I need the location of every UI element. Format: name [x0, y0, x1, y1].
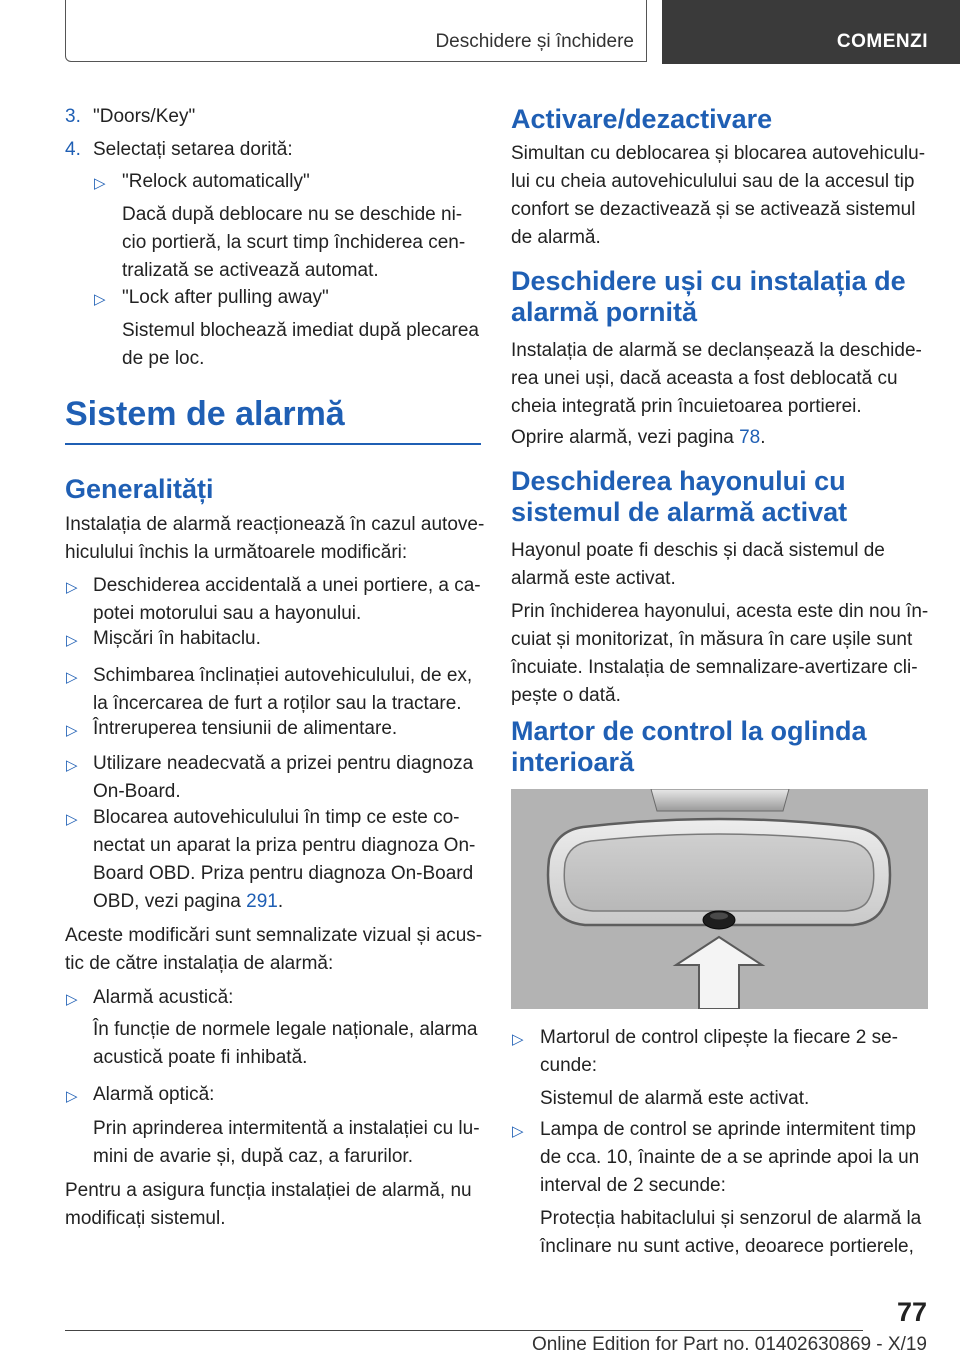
list-item-line: potei motorului sau a hayonului.: [93, 603, 362, 624]
bullet-triangle-icon: ▷: [66, 579, 78, 596]
header-section-title: Deschidere și închidere: [435, 31, 634, 52]
step-text: "Doors/Key": [93, 106, 196, 127]
alarm-label: Alarmă optică:: [93, 1084, 215, 1105]
paragraph-line: lui cu cheia autovehiculului sau de la accesul tip: [511, 171, 915, 192]
paragraph-line: de alarmă.: [511, 227, 601, 248]
paragraph-line: Aceste modificări sunt semnalizate vizual și acus-: [65, 925, 483, 946]
subsection-title: sistemul de alarmă activat: [511, 497, 848, 527]
alarm-desc-line: În funcție de normele legale naționale, alarma: [93, 1019, 478, 1040]
option-desc-line: de pe loc.: [122, 348, 205, 369]
paragraph-line: hiculului închis la următoarele modificări:: [65, 542, 408, 563]
bullet-triangle-icon: ▷: [66, 1088, 78, 1105]
alarm-desc-line: acustică poate fi inhibată.: [93, 1047, 308, 1068]
section-divider: [65, 443, 481, 445]
indicator-label-line: interval de 2 secunde:: [540, 1175, 726, 1196]
paragraph-line: Simultan cu deblocarea și blocarea autovehiculu-: [511, 143, 926, 164]
page-link[interactable]: 291: [246, 891, 278, 912]
subsection-title: Martor de control la oglinda: [511, 716, 867, 746]
subsection-title: Generalități: [65, 474, 214, 504]
edition-note: Online Edition for Part no. 01402630869 - X/19: [531, 1334, 927, 1355]
indicator-label-line: Lampa de control se aprinde intermitent timp: [540, 1119, 916, 1140]
bullet-triangle-icon: ▷: [66, 669, 78, 686]
option-desc-line: cio portieră, la scurt timp închiderea cen-: [122, 232, 466, 253]
rearview-mirror-illustration: [511, 789, 928, 1009]
list-item-line: On-Board.: [93, 781, 181, 802]
paragraph-line: Instalația de alarmă reacționează în cazul autove-: [65, 514, 485, 535]
list-item-line: Board OBD. Priza pentru diagnoza On-Board: [93, 863, 474, 884]
bullet-triangle-icon: ▷: [66, 632, 78, 649]
header-chapter-box: [662, 0, 960, 64]
section-title: Sistem de alarmă: [65, 395, 345, 433]
paragraph-line: Pentru a asigura funcția instalației de alarmă, nu: [65, 1180, 472, 1201]
bullet-triangle-icon: ▷: [66, 757, 78, 774]
indicator-desc-line: înclinare nu sunt active, deoarece portierele,: [540, 1236, 914, 1257]
bullet-triangle-icon: ▷: [66, 811, 78, 828]
paragraph-line: alarmă este activat.: [511, 568, 676, 589]
header-chapter-title: COMENZI: [836, 31, 928, 52]
indicator-label-line: Martorul de control clipește la fiecare 2 se-: [540, 1027, 898, 1048]
paragraph-line: tic de către instalația de alarmă:: [65, 953, 334, 974]
header-section-tab: [65, 0, 647, 62]
paragraph-line: Instalația de alarmă se declanșează la deschide-: [511, 340, 922, 361]
step-number: 4.: [65, 139, 81, 160]
bullet-triangle-icon: ▷: [66, 991, 78, 1008]
bullet-triangle-icon: ▷: [512, 1123, 524, 1140]
step-number: 3.: [65, 106, 81, 127]
option-desc-line: Sistemul blochează imediat după plecarea: [122, 320, 479, 341]
list-item-line: nectat un aparat la priza pentru diagnoza On-: [93, 835, 476, 856]
alarm-desc-line: mini de avarie și, după caz, a farurilor.: [93, 1146, 413, 1167]
paragraph-line: cheia integrată prin încuietoarea portierei.: [511, 396, 862, 417]
paragraph-line: Prin închiderea hayonului, acesta este din nou în-: [511, 601, 929, 622]
subsection-title: Deschiderea hayonului cu: [511, 466, 846, 496]
mirror-illustration-svg: [511, 789, 928, 1009]
option-desc-line: Dacă după deblocare nu se deschide ni-: [122, 204, 463, 225]
bullet-triangle-icon: ▷: [512, 1031, 524, 1048]
bullet-triangle-icon: ▷: [94, 291, 106, 308]
indicator-label-line: cunde:: [540, 1055, 598, 1076]
list-item-line: la încercarea de furt a roților sau la tractare.: [93, 693, 462, 714]
paragraph-line: Hayonul poate fi deschis și dacă sistemul de: [511, 540, 885, 561]
paragraph-line: Oprire alarmă, vezi pagina 78.: [511, 427, 766, 448]
paragraph-line: rea unei uși, dacă aceasta a fost deblocată cu: [511, 368, 898, 389]
subsection-title: Activare/dezactivare: [511, 104, 773, 134]
option-desc-line: tralizată se activează automat.: [122, 260, 379, 281]
subsection-title: Deschidere uși cu instalația de: [511, 266, 906, 296]
alarm-label: Alarmă acustică:: [93, 987, 234, 1008]
page-link[interactable]: 78: [739, 427, 761, 448]
indicator-desc-line: Protecția habitaclului și senzorul de alarmă la: [540, 1208, 922, 1229]
list-item-line: Schimbarea înclinației autovehiculului, de ex,: [93, 665, 473, 686]
subsection-title: alarmă pornită: [511, 297, 698, 327]
alarm-desc-line: Prin aprinderea intermitentă a instalației cu lu-: [93, 1118, 480, 1139]
indicator-label-line: de cca. 10, înainte de a se aprinde apoi la un: [540, 1147, 920, 1168]
bullet-triangle-icon: ▷: [66, 722, 78, 739]
paragraph-line: confort se dezactivează și se activează sistemul: [511, 199, 916, 220]
list-item-line: Deschiderea accidentală a unei portiere, a ca-: [93, 575, 481, 596]
list-item-line: Întreruperea tensiunii de alimentare.: [93, 718, 398, 739]
step-text: Selectați setarea dorită:: [93, 139, 293, 160]
list-item-line: OBD, vezi pagina 291.: [93, 891, 284, 912]
list-item-line: Mișcări în habitaclu.: [93, 628, 261, 649]
option-label: "Relock automatically": [122, 171, 310, 192]
option-label: "Lock after pulling away": [122, 287, 329, 308]
paragraph-line: modificați sistemul.: [65, 1208, 226, 1229]
paragraph-line: cuiat și monitorizat, în măsura în care ușile sunt: [511, 629, 913, 650]
paragraph-line: pește o dată.: [511, 685, 621, 706]
list-item-line: Blocarea autovehiculului în timp ce este co-: [93, 807, 460, 828]
bullet-triangle-icon: ▷: [94, 175, 106, 192]
indicator-desc-line: Sistemul de alarmă este activat.: [540, 1088, 810, 1109]
page-number: 77: [896, 1297, 927, 1327]
subsection-title: interioară: [511, 747, 635, 777]
list-item-line: Utilizare neadecvată a prizei pentru diagnoza: [93, 753, 474, 774]
footer-divider: [65, 1330, 863, 1331]
paragraph-line: încuiate. Instalația de semnalizare-avertizare cli-: [511, 657, 918, 678]
